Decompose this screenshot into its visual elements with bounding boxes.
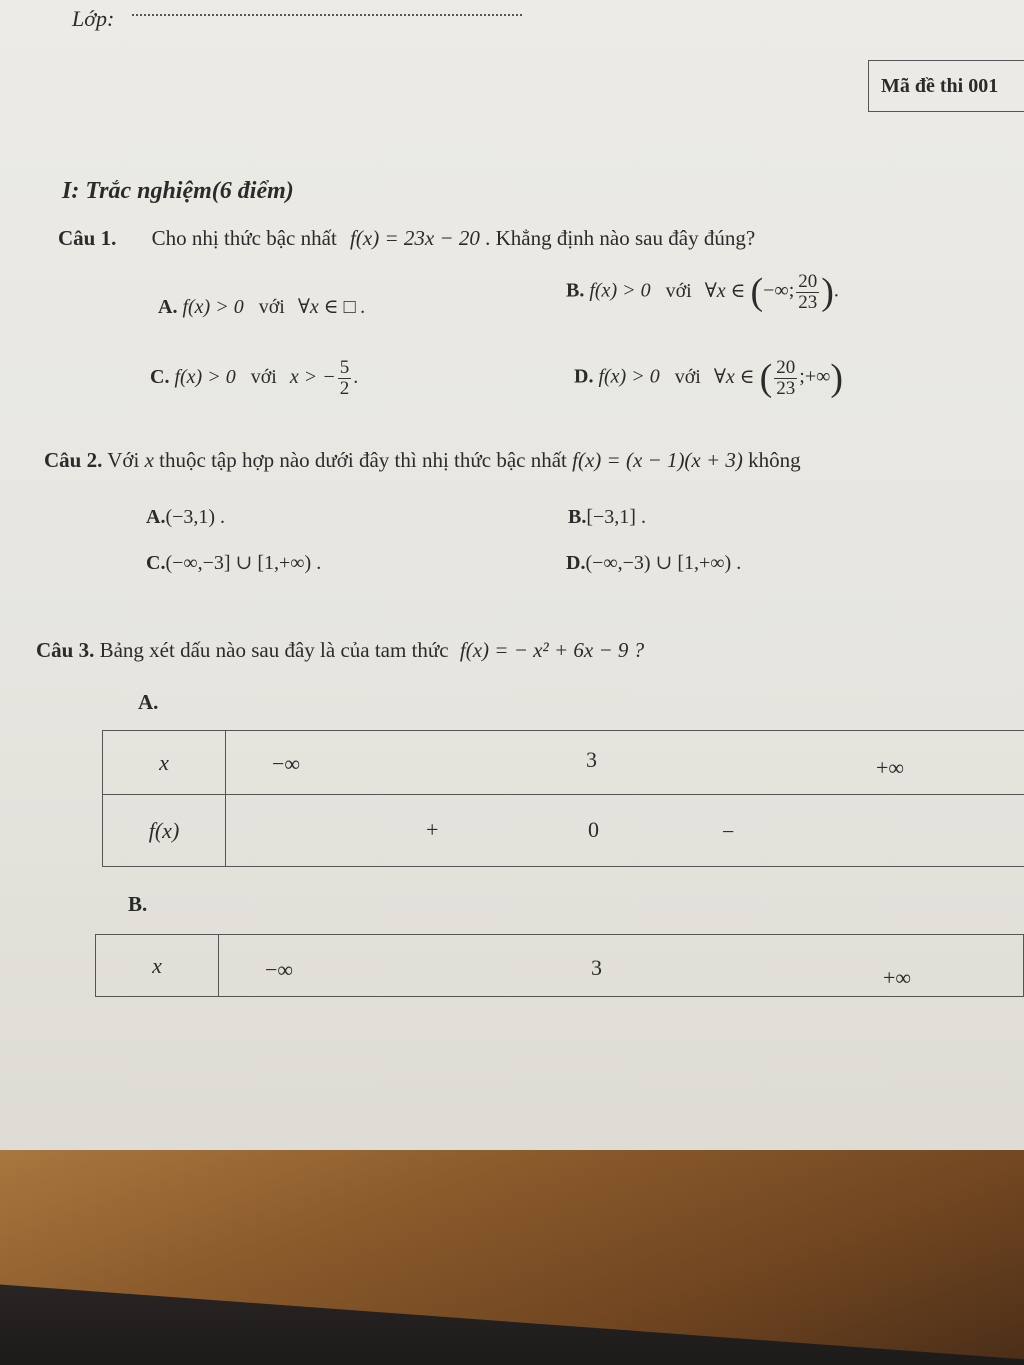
option-cond: ∀x ∈ □ . (297, 296, 366, 318)
option-word: với (665, 279, 692, 302)
section-title: I: Trắc nghiệm(6 điểm) (62, 178, 294, 204)
sign-table-b[interactable] (95, 934, 1024, 997)
q2-option-a[interactable] (146, 506, 225, 529)
question-1-expr: f(x) = 23x − 20 (350, 226, 480, 250)
fraction-denominator: 23 (798, 291, 818, 313)
fraction (338, 358, 352, 399)
row-values-x (226, 731, 1024, 795)
sign-table-row-x (103, 731, 1024, 795)
option-letter: A. (158, 296, 178, 318)
option-expr: f(x) > 0 (598, 365, 660, 388)
fraction (796, 272, 819, 313)
q2-option-c[interactable] (146, 550, 321, 575)
pos-infinity: +∞ (883, 965, 912, 990)
question-1 (58, 226, 755, 251)
question-2-text: Với (107, 448, 140, 472)
neg-infinity: −∞ (272, 751, 301, 776)
question-2-text-after: không (748, 448, 801, 472)
sign-table-row-fx (103, 795, 1024, 867)
option-letter: D. (566, 552, 586, 574)
q3-option-a-label[interactable]: A. (138, 690, 159, 714)
option-letter: A. (146, 506, 166, 528)
q1-option-a[interactable] (158, 294, 366, 319)
root-value: 3 (586, 747, 597, 772)
fraction-denominator: 2 (339, 377, 350, 399)
row-head-fx: f(x) (103, 795, 226, 867)
option-expr: f(x) > 0 (589, 279, 651, 302)
question-2-var: x (144, 448, 154, 472)
exam-code: Mã đề thi 001 (881, 74, 999, 97)
interval-left: −∞; (763, 279, 795, 302)
row-values-x (219, 935, 1024, 997)
pos-infinity: +∞ (876, 755, 905, 780)
q2-option-b[interactable] (568, 506, 646, 529)
option-cond: ∀x ∈ (713, 365, 755, 388)
question-3-label: Câu 3. (36, 638, 95, 662)
option-letter: C. (150, 366, 170, 389)
fraction (774, 358, 797, 399)
question-2-label: Câu 2. (44, 448, 103, 472)
neg-infinity: −∞ (265, 957, 294, 982)
question-2-expr: f(x) = (x − 1)(x + 3) (572, 448, 743, 472)
q1-option-b[interactable] (566, 270, 839, 314)
sign-table-a[interactable] (102, 730, 1024, 867)
option-expr: f(x) > 0 (182, 296, 244, 318)
left-paren: ( (750, 271, 764, 313)
q3-option-b-label[interactable]: B. (128, 892, 148, 916)
option-tail: . (833, 279, 839, 302)
fraction-numerator: 20 (798, 270, 818, 292)
root-value: 3 (591, 955, 602, 980)
option-letter: B. (566, 279, 585, 302)
option-letter: B. (568, 506, 587, 528)
row-head-x: x (96, 935, 219, 997)
sign-plus: + (426, 817, 439, 842)
question-3-text: Bảng xét dấu nào sau đây là của tam thức (99, 638, 449, 662)
row-head-x: x (103, 731, 226, 795)
class-label: Lớp: (72, 6, 115, 31)
q2-option-d[interactable] (566, 550, 741, 575)
option-cond: x > − (289, 366, 336, 389)
question-3 (36, 638, 644, 663)
fraction-numerator: 20 (776, 356, 796, 378)
question-1-text-after: . Khẳng định nào sau đây đúng? (485, 226, 756, 250)
left-paren: ( (759, 357, 773, 399)
q1-option-d[interactable] (574, 356, 843, 400)
fraction-numerator: 5 (339, 357, 350, 378)
option-word: với (674, 365, 701, 388)
question-3-expr: f(x) = − x² + 6x − 9 ? (459, 638, 645, 662)
option-cond: ∀x ∈ (704, 279, 746, 302)
question-1-label: Câu 1. (58, 226, 117, 250)
option-value: (−3,1) . (165, 506, 226, 528)
interval-right: ;+∞ (799, 365, 831, 388)
right-paren: ) (830, 357, 844, 399)
zero-value: 0 (588, 817, 599, 842)
option-value: [−3,1] . (586, 506, 646, 528)
sign-minus: − (722, 819, 735, 844)
exam-code-box (868, 60, 1024, 112)
sign-table-row-x (96, 935, 1024, 997)
option-expr: f(x) > 0 (174, 366, 236, 389)
option-letter: C. (146, 552, 166, 574)
option-value: (−∞,−3) ∪ [1,+∞) . (585, 552, 742, 574)
option-tail: . (353, 366, 359, 389)
row-values-fx (226, 795, 1024, 867)
fraction-denominator: 23 (776, 377, 796, 399)
question-1-text: Cho nhị thức bậc nhất (151, 226, 337, 250)
option-value: (−∞,−3] ∪ [1,+∞) . (165, 552, 322, 574)
class-dotted-line (132, 12, 522, 16)
right-paren: ) (821, 271, 834, 313)
q1-option-c[interactable] (150, 358, 358, 399)
option-word: với (250, 366, 277, 389)
option-word: với (258, 296, 285, 318)
question-2 (44, 448, 801, 473)
option-letter: D. (574, 365, 594, 388)
question-2-text-mid: thuộc tập hợp nào dưới đây thì nhị thức bậc nhất (159, 448, 567, 472)
